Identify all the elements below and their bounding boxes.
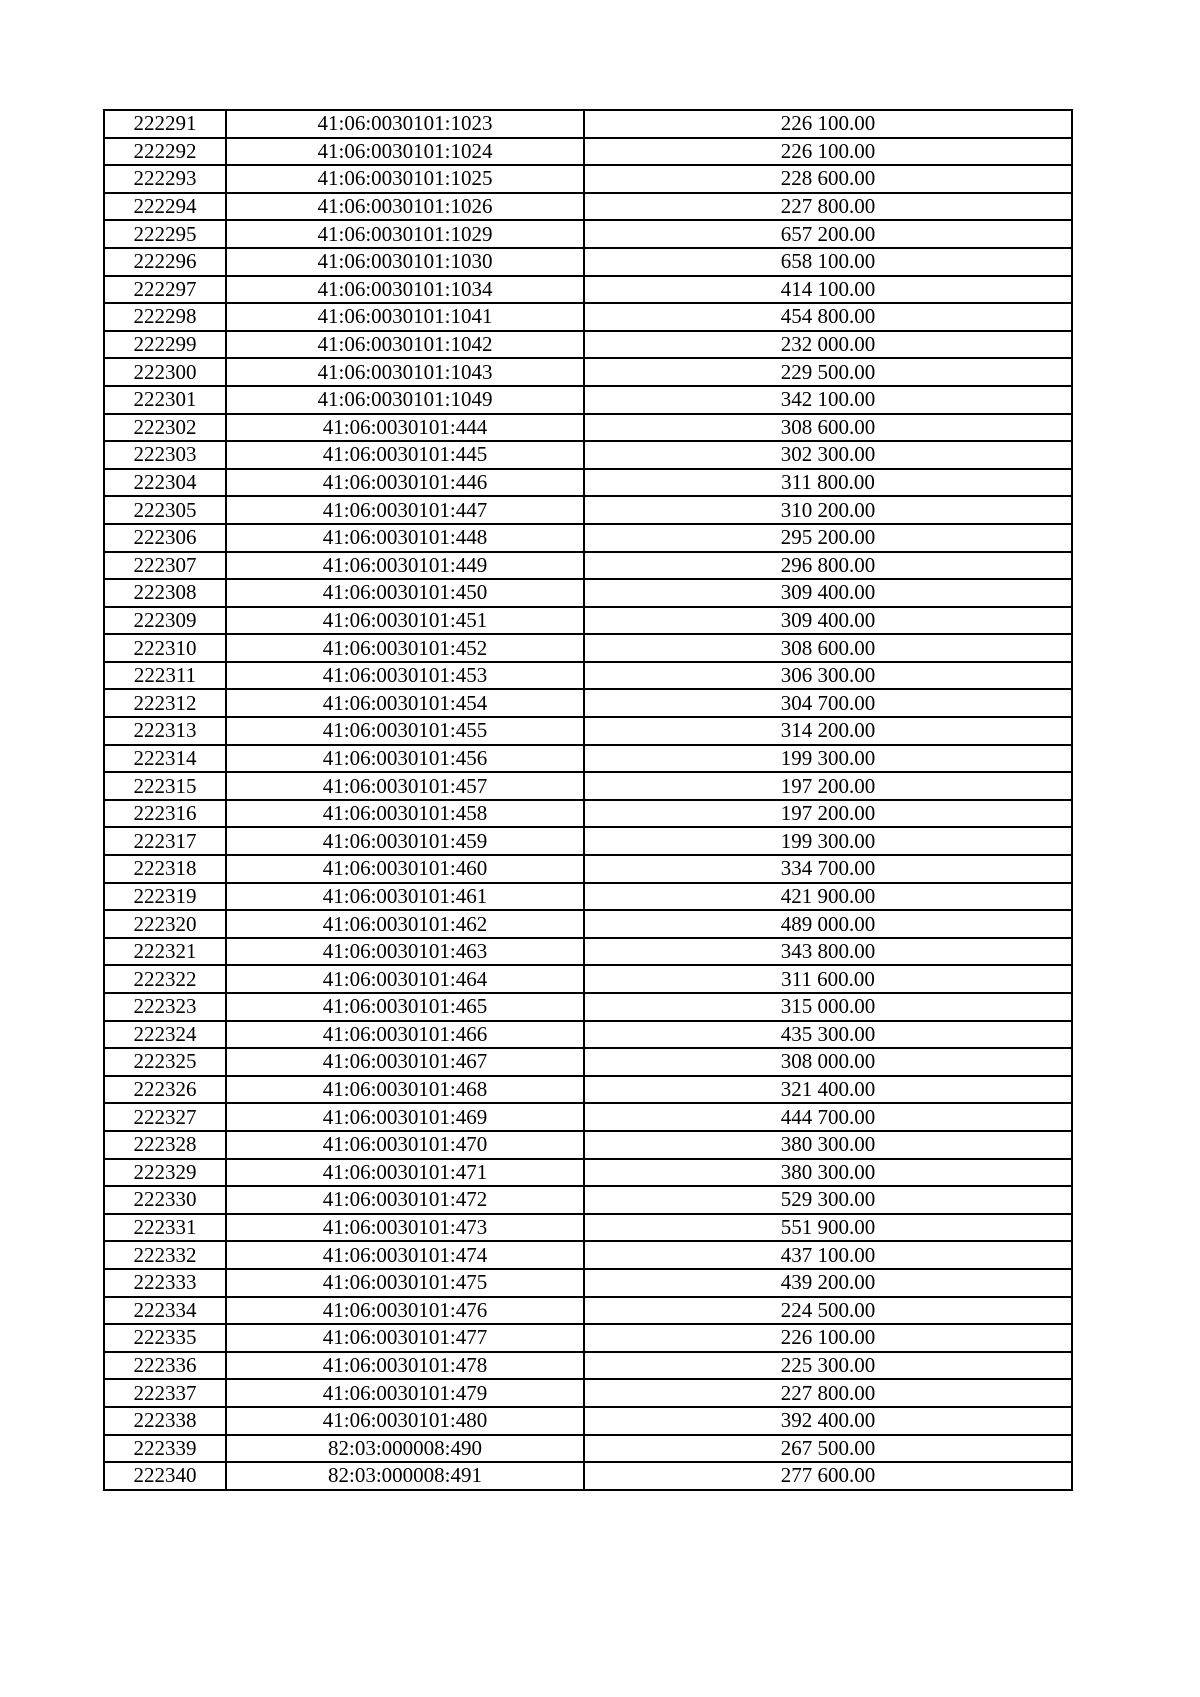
- row-number-cell: 222291: [104, 110, 226, 138]
- cadastral-value-cell: 227 800.00: [584, 1379, 1072, 1407]
- cadastral-number-cell: 41:06:0030101:447: [226, 496, 584, 524]
- cadastral-value-cell: 302 300.00: [584, 441, 1072, 469]
- row-number-cell: 222294: [104, 193, 226, 221]
- cadastral-number-cell: 41:06:0030101:480: [226, 1407, 584, 1435]
- row-number-cell: 222320: [104, 910, 226, 938]
- cadastral-value-cell: 309 400.00: [584, 607, 1072, 635]
- table-row: [104, 1241, 1072, 1269]
- cadastral-value-cell: 439 200.00: [584, 1269, 1072, 1297]
- cadastral-value-cell: 310 200.00: [584, 496, 1072, 524]
- cadastral-number-cell: 41:06:0030101:458: [226, 800, 584, 828]
- row-number-cell: 222303: [104, 441, 226, 469]
- table-row: [104, 1186, 1072, 1214]
- row-number-cell: 222314: [104, 745, 226, 773]
- cadastral-value-cell: 551 900.00: [584, 1214, 1072, 1242]
- cadastral-number-cell: 41:06:0030101:459: [226, 827, 584, 855]
- table-row: [104, 910, 1072, 938]
- cadastral-value-cell: 308 600.00: [584, 414, 1072, 442]
- table-row: [104, 303, 1072, 331]
- cadastral-number-cell: 41:06:0030101:464: [226, 965, 584, 993]
- cadastral-value-cell: 334 700.00: [584, 855, 1072, 883]
- cadastral-value-table: [103, 109, 1073, 1491]
- cadastral-number-cell: 41:06:0030101:1029: [226, 220, 584, 248]
- cadastral-value-cell: 228 600.00: [584, 165, 1072, 193]
- table-row: [104, 827, 1072, 855]
- row-number-cell: 222330: [104, 1186, 226, 1214]
- cadastral-number-cell: 41:06:0030101:469: [226, 1103, 584, 1131]
- table-row: [104, 579, 1072, 607]
- table-row: [104, 1379, 1072, 1407]
- cadastral-number-cell: 41:06:0030101:473: [226, 1214, 584, 1242]
- table-row: [104, 220, 1072, 248]
- cadastral-number-cell: 41:06:0030101:475: [226, 1269, 584, 1297]
- cadastral-number-cell: 41:06:0030101:1030: [226, 248, 584, 276]
- cadastral-number-cell: 41:06:0030101:1025: [226, 165, 584, 193]
- table-row: [104, 689, 1072, 717]
- table-row: [104, 1131, 1072, 1159]
- cadastral-number-cell: 41:06:0030101:452: [226, 634, 584, 662]
- cadastral-value-cell: 295 200.00: [584, 524, 1072, 552]
- table-row: [104, 552, 1072, 580]
- row-number-cell: 222299: [104, 331, 226, 359]
- table-row: [104, 717, 1072, 745]
- cadastral-value-cell: 229 500.00: [584, 358, 1072, 386]
- cadastral-number-cell: 41:06:0030101:1043: [226, 358, 584, 386]
- table-body: [104, 110, 1072, 1490]
- row-number-cell: 222298: [104, 303, 226, 331]
- cadastral-number-cell: 82:03:000008:490: [226, 1435, 584, 1463]
- cadastral-number-cell: 41:06:0030101:1024: [226, 138, 584, 166]
- row-number-cell: 222311: [104, 662, 226, 690]
- table-row: [104, 414, 1072, 442]
- cadastral-number-cell: 41:06:0030101:466: [226, 1021, 584, 1049]
- row-number-cell: 222324: [104, 1021, 226, 1049]
- cadastral-number-cell: 41:06:0030101:451: [226, 607, 584, 635]
- cadastral-number-cell: 41:06:0030101:461: [226, 883, 584, 911]
- cadastral-value-cell: 380 300.00: [584, 1131, 1072, 1159]
- cadastral-value-cell: 304 700.00: [584, 689, 1072, 717]
- table-row: [104, 1159, 1072, 1187]
- cadastral-number-cell: 41:06:0030101:467: [226, 1048, 584, 1076]
- row-number-cell: 222313: [104, 717, 226, 745]
- cadastral-number-cell: 41:06:0030101:444: [226, 414, 584, 442]
- row-number-cell: 222312: [104, 689, 226, 717]
- cadastral-value-cell: 454 800.00: [584, 303, 1072, 331]
- row-number-cell: 222338: [104, 1407, 226, 1435]
- cadastral-value-cell: 489 000.00: [584, 910, 1072, 938]
- row-number-cell: 222306: [104, 524, 226, 552]
- cadastral-value-cell: 277 600.00: [584, 1462, 1072, 1490]
- cadastral-value-cell: 199 300.00: [584, 745, 1072, 773]
- cadastral-number-cell: 41:06:0030101:478: [226, 1352, 584, 1380]
- table-row: [104, 1435, 1072, 1463]
- table-row: [104, 965, 1072, 993]
- row-number-cell: 222332: [104, 1241, 226, 1269]
- cadastral-number-cell: 41:06:0030101:1049: [226, 386, 584, 414]
- cadastral-number-cell: 41:06:0030101:454: [226, 689, 584, 717]
- table-row: [104, 1021, 1072, 1049]
- cadastral-value-cell: 321 400.00: [584, 1076, 1072, 1104]
- table-row: [104, 1103, 1072, 1131]
- row-number-cell: 222325: [104, 1048, 226, 1076]
- table-row: [104, 193, 1072, 221]
- table-row: [104, 358, 1072, 386]
- cadastral-number-cell: 41:06:0030101:1042: [226, 331, 584, 359]
- cadastral-number-cell: 41:06:0030101:1034: [226, 276, 584, 304]
- table-row: [104, 138, 1072, 166]
- cadastral-value-cell: 342 100.00: [584, 386, 1072, 414]
- row-number-cell: 222304: [104, 469, 226, 497]
- cadastral-value-cell: 435 300.00: [584, 1021, 1072, 1049]
- row-number-cell: 222334: [104, 1297, 226, 1325]
- row-number-cell: 222305: [104, 496, 226, 524]
- cadastral-number-cell: 41:06:0030101:455: [226, 717, 584, 745]
- row-number-cell: 222308: [104, 579, 226, 607]
- cadastral-value-cell: 392 400.00: [584, 1407, 1072, 1435]
- cadastral-value-cell: 226 100.00: [584, 110, 1072, 138]
- cadastral-value-cell: 380 300.00: [584, 1159, 1072, 1187]
- cadastral-number-cell: 41:06:0030101:457: [226, 772, 584, 800]
- row-number-cell: 222293: [104, 165, 226, 193]
- cadastral-value-cell: 224 500.00: [584, 1297, 1072, 1325]
- cadastral-value-cell: 267 500.00: [584, 1435, 1072, 1463]
- cadastral-number-cell: 41:06:0030101:477: [226, 1324, 584, 1352]
- table-row: [104, 1297, 1072, 1325]
- cadastral-value-cell: 421 900.00: [584, 883, 1072, 911]
- cadastral-value-cell: 414 100.00: [584, 276, 1072, 304]
- cadastral-value-cell: 226 100.00: [584, 1324, 1072, 1352]
- cadastral-value-cell: 227 800.00: [584, 193, 1072, 221]
- cadastral-value-cell: 226 100.00: [584, 138, 1072, 166]
- table-row: [104, 634, 1072, 662]
- row-number-cell: 222296: [104, 248, 226, 276]
- cadastral-value-cell: 311 600.00: [584, 965, 1072, 993]
- row-number-cell: 222336: [104, 1352, 226, 1380]
- row-number-cell: 222329: [104, 1159, 226, 1187]
- cadastral-number-cell: 41:06:0030101:446: [226, 469, 584, 497]
- table-row: [104, 855, 1072, 883]
- cadastral-value-cell: 197 200.00: [584, 772, 1072, 800]
- cadastral-number-cell: 41:06:0030101:448: [226, 524, 584, 552]
- row-number-cell: 222316: [104, 800, 226, 828]
- row-number-cell: 222333: [104, 1269, 226, 1297]
- row-number-cell: 222302: [104, 414, 226, 442]
- cadastral-number-cell: 41:06:0030101:463: [226, 938, 584, 966]
- cadastral-value-cell: 658 100.00: [584, 248, 1072, 276]
- cadastral-value-cell: 197 200.00: [584, 800, 1072, 828]
- table-row: [104, 276, 1072, 304]
- row-number-cell: 222321: [104, 938, 226, 966]
- row-number-cell: 222339: [104, 1435, 226, 1463]
- row-number-cell: 222319: [104, 883, 226, 911]
- row-number-cell: 222323: [104, 993, 226, 1021]
- cadastral-value-cell: 225 300.00: [584, 1352, 1072, 1380]
- table-row: [104, 1352, 1072, 1380]
- cadastral-number-cell: 41:06:0030101:465: [226, 993, 584, 1021]
- cadastral-number-cell: 41:06:0030101:476: [226, 1297, 584, 1325]
- cadastral-value-cell: 314 200.00: [584, 717, 1072, 745]
- cadastral-value-cell: 232 000.00: [584, 331, 1072, 359]
- table-row: [104, 1462, 1072, 1490]
- cadastral-value-cell: 309 400.00: [584, 579, 1072, 607]
- row-number-cell: 222295: [104, 220, 226, 248]
- row-number-cell: 222307: [104, 552, 226, 580]
- row-number-cell: 222310: [104, 634, 226, 662]
- cadastral-value-cell: 444 700.00: [584, 1103, 1072, 1131]
- row-number-cell: 222292: [104, 138, 226, 166]
- cadastral-value-cell: 315 000.00: [584, 993, 1072, 1021]
- row-number-cell: 222322: [104, 965, 226, 993]
- row-number-cell: 222318: [104, 855, 226, 883]
- cadastral-number-cell: 41:06:0030101:470: [226, 1131, 584, 1159]
- table-row: [104, 1048, 1072, 1076]
- cadastral-number-cell: 41:06:0030101:450: [226, 579, 584, 607]
- table-row: [104, 496, 1072, 524]
- cadastral-number-cell: 41:06:0030101:479: [226, 1379, 584, 1407]
- table-row: [104, 386, 1072, 414]
- table-row: [104, 607, 1072, 635]
- cadastral-number-cell: 41:06:0030101:474: [226, 1241, 584, 1269]
- row-number-cell: 222309: [104, 607, 226, 635]
- cadastral-value-cell: 657 200.00: [584, 220, 1072, 248]
- row-number-cell: 222300: [104, 358, 226, 386]
- cadastral-value-cell: 308 000.00: [584, 1048, 1072, 1076]
- cadastral-number-cell: 41:06:0030101:456: [226, 745, 584, 773]
- cadastral-value-cell: 296 800.00: [584, 552, 1072, 580]
- table-row: [104, 883, 1072, 911]
- cadastral-number-cell: 41:06:0030101:472: [226, 1186, 584, 1214]
- table-row: [104, 772, 1072, 800]
- cadastral-value-cell: 437 100.00: [584, 1241, 1072, 1269]
- cadastral-number-cell: 41:06:0030101:445: [226, 441, 584, 469]
- cadastral-value-cell: 306 300.00: [584, 662, 1072, 690]
- row-number-cell: 222297: [104, 276, 226, 304]
- row-number-cell: 222331: [104, 1214, 226, 1242]
- row-number-cell: 222301: [104, 386, 226, 414]
- row-number-cell: 222317: [104, 827, 226, 855]
- cadastral-value-cell: 529 300.00: [584, 1186, 1072, 1214]
- row-number-cell: 222315: [104, 772, 226, 800]
- table-row: [104, 938, 1072, 966]
- row-number-cell: 222327: [104, 1103, 226, 1131]
- cadastral-number-cell: 41:06:0030101:1023: [226, 110, 584, 138]
- row-number-cell: 222335: [104, 1324, 226, 1352]
- table-row: [104, 993, 1072, 1021]
- cadastral-number-cell: 41:06:0030101:449: [226, 552, 584, 580]
- table-row: [104, 1076, 1072, 1104]
- table-row: [104, 165, 1072, 193]
- cadastral-number-cell: 41:06:0030101:460: [226, 855, 584, 883]
- cadastral-value-cell: 308 600.00: [584, 634, 1072, 662]
- table-row: [104, 1324, 1072, 1352]
- cadastral-number-cell: 82:03:000008:491: [226, 1462, 584, 1490]
- table-row: [104, 110, 1072, 138]
- table-row: [104, 662, 1072, 690]
- row-number-cell: 222340: [104, 1462, 226, 1490]
- cadastral-number-cell: 41:06:0030101:462: [226, 910, 584, 938]
- table-row: [104, 1407, 1072, 1435]
- row-number-cell: 222326: [104, 1076, 226, 1104]
- table-row: [104, 469, 1072, 497]
- cadastral-value-cell: 199 300.00: [584, 827, 1072, 855]
- table-row: [104, 1269, 1072, 1297]
- cadastral-number-cell: 41:06:0030101:1026: [226, 193, 584, 221]
- cadastral-number-cell: 41:06:0030101:471: [226, 1159, 584, 1187]
- table-row: [104, 524, 1072, 552]
- row-number-cell: 222328: [104, 1131, 226, 1159]
- table-row: [104, 248, 1072, 276]
- table-row: [104, 331, 1072, 359]
- cadastral-number-cell: 41:06:0030101:453: [226, 662, 584, 690]
- cadastral-number-cell: 41:06:0030101:1041: [226, 303, 584, 331]
- cadastral-number-cell: 41:06:0030101:468: [226, 1076, 584, 1104]
- cadastral-value-cell: 311 800.00: [584, 469, 1072, 497]
- row-number-cell: 222337: [104, 1379, 226, 1407]
- cadastral-value-cell: 343 800.00: [584, 938, 1072, 966]
- table-row: [104, 441, 1072, 469]
- table-row: [104, 745, 1072, 773]
- table-row: [104, 800, 1072, 828]
- table-row: [104, 1214, 1072, 1242]
